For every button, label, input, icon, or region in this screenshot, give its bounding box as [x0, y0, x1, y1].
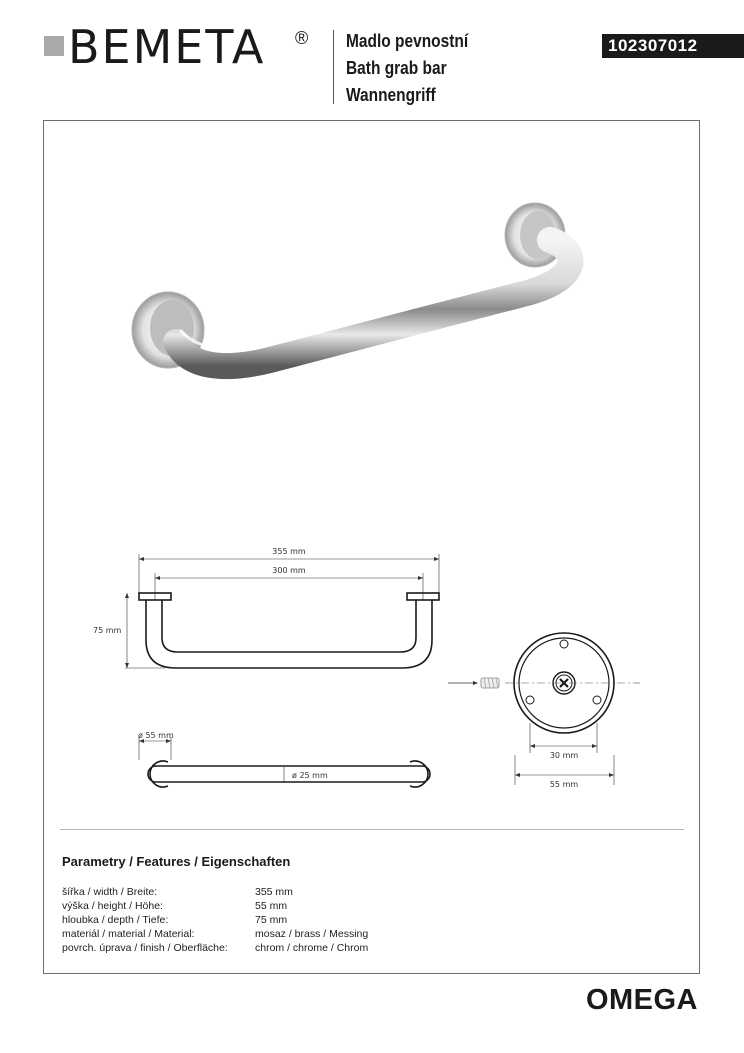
- features-title: Parametry / Features / Eigenschaften: [62, 854, 291, 869]
- feature-label: materiál / material / Material:: [62, 928, 195, 940]
- dim-rosette-diameter: 55 mm: [549, 780, 579, 789]
- dim-hole-spacing: 30 mm: [549, 751, 579, 760]
- series-name: OMEGA: [585, 984, 698, 1016]
- section-divider: [60, 829, 684, 830]
- title-en: Bath grab bar: [346, 58, 447, 78]
- feature-label: povrch. úprava / finish / Oberfläche:: [62, 942, 228, 954]
- top-view-bar: [148, 761, 430, 787]
- dimension-arrows: [125, 557, 614, 777]
- title-cz: Madlo pevnostní: [346, 31, 469, 51]
- feature-row: [62, 927, 368, 941]
- dim-overall-width: 355 mm: [272, 547, 306, 556]
- feature-value: 355 mm: [255, 886, 293, 898]
- feature-row: [62, 899, 368, 913]
- registered-mark: ®: [295, 28, 309, 48]
- logo-text: BEMETA: [68, 20, 266, 74]
- feature-value: 55 mm: [255, 900, 288, 912]
- feature-row: [62, 885, 368, 899]
- feature-row: [62, 941, 368, 955]
- dim-center-distance: 300 mm: [272, 566, 306, 575]
- product-code: 102307012: [602, 34, 744, 58]
- feature-label: výška / height / Höhe:: [62, 900, 163, 912]
- dim-rosette-diameter-top: ø 55 mm: [138, 731, 174, 740]
- dim-tube-diameter: ø 25 mm: [292, 771, 328, 780]
- feature-value: chrom / chrome / Chrom: [255, 942, 369, 954]
- feature-value: 75 mm: [255, 914, 288, 926]
- feature-label: hloubka / depth / Tiefe:: [62, 914, 169, 926]
- dim-depth: 75 mm: [93, 626, 122, 635]
- title-de: Wannengriff: [346, 85, 436, 105]
- feature-row: [62, 913, 368, 927]
- features-table: [62, 885, 368, 955]
- front-view-bar: [139, 593, 439, 668]
- feature-value: mosaz / brass / Messing: [255, 928, 369, 940]
- feature-label: šířka / width / Breite:: [62, 886, 158, 898]
- rosette-view: [448, 633, 640, 733]
